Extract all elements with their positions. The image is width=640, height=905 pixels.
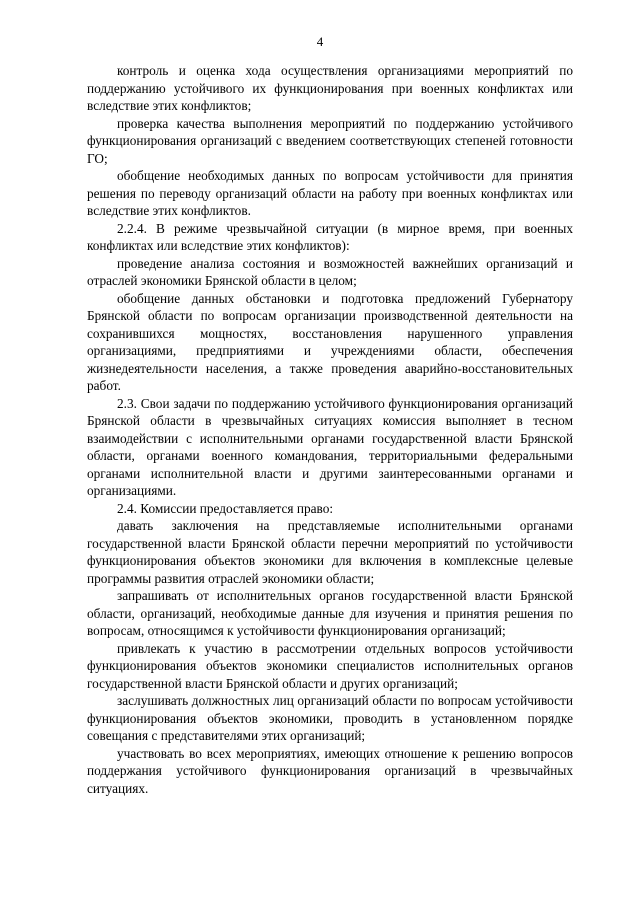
paragraph-right-request-data: запрашивать от исполнительных органов государственной власти Брянской области, организаций, необходимые данные для изучения и принятия решения по вопросам, относящимся к устойчивости функционирования организаций;	[87, 588, 573, 638]
paragraph-data-summary: обобщение необходимых данных по вопросам устойчивости для принятия решения по переводу организаций области на работу при военных конфликтах или вследствие этих конфликтов.	[87, 168, 573, 218]
paragraph-quality-check: проверка качества выполнения мероприятий по поддержанию устойчивого функционирования организаций с введением соответствующих степеней готовности ГО;	[87, 115, 573, 166]
paragraph-section-2-3: 2.3. Свои задачи по поддержанию устойчивого функционирования организаций Брянской области в чрезвычайных ситуациях комиссия выполняет в тесном взаимодействии с исполнительными органами государственной власти Брянской области, органами военного командования, территориальными федеральными органами исполнительной власти и другими заинтересованными органами и организациями.	[87, 395, 573, 498]
paragraph-control-assessment: контроль и оценка хода осуществления организациями мероприятий по поддержанию устойчивого их функционирования при военных конфликтах или вследствие этих конфликтов;	[87, 63, 573, 113]
paragraph-right-involve-specialists: привлекать к участию в рассмотрении отдельных вопросов устойчивости функционирования объектов экономики специалистов исполнительных органов государственной власти Брянской области и других организаций;	[87, 640, 573, 691]
page-number: 4	[316, 34, 324, 49]
paragraph-proposals-governor: обобщение данных обстановки и подготовка предложений Губернатору Брянской области по вопросам организации производственной деятельности на сохранившихся мощностях, восстановления нарушенного управления организациями, предприятиями и учреждениями области, обеспечения жизнедеятельности населения, а также проведения аварийно-восстановительных работ.	[87, 290, 573, 393]
paragraph-analysis: проведение анализа состояния и возможностей важнейших организаций и отраслей экономики Брянской области в целом;	[87, 255, 573, 288]
paragraph-right-participate: участвовать во всех мероприятиях, имеющих отношение к решению вопросов поддержания устойчивого функционирования организаций в чрезвычайных ситуациях.	[87, 745, 573, 796]
document-body	[87, 62, 573, 797]
paragraph-emergency-mode-heading: 2.2.4. В режиме чрезвычайной ситуации (в мирное время, при военных конфликтах или вследствие этих конфликтов):	[87, 220, 573, 253]
paragraph-right-hear-officials: заслушивать должностных лиц организаций области по вопросам устойчивости функционирования объектов экономики, проводить в установленном порядке совещания с представителями этих организаций;	[87, 693, 573, 743]
paragraph-section-2-4: 2.4. Комиссии предоставляется право:	[117, 500, 334, 516]
paragraph-right-conclusions: давать заключения на представляемые исполнительными органами государственной власти Брянской области перечни мероприятий по устойчивости функционирования объектов экономики для включения в комплексные целевые программы развития отраслей экономики области;	[87, 518, 573, 586]
